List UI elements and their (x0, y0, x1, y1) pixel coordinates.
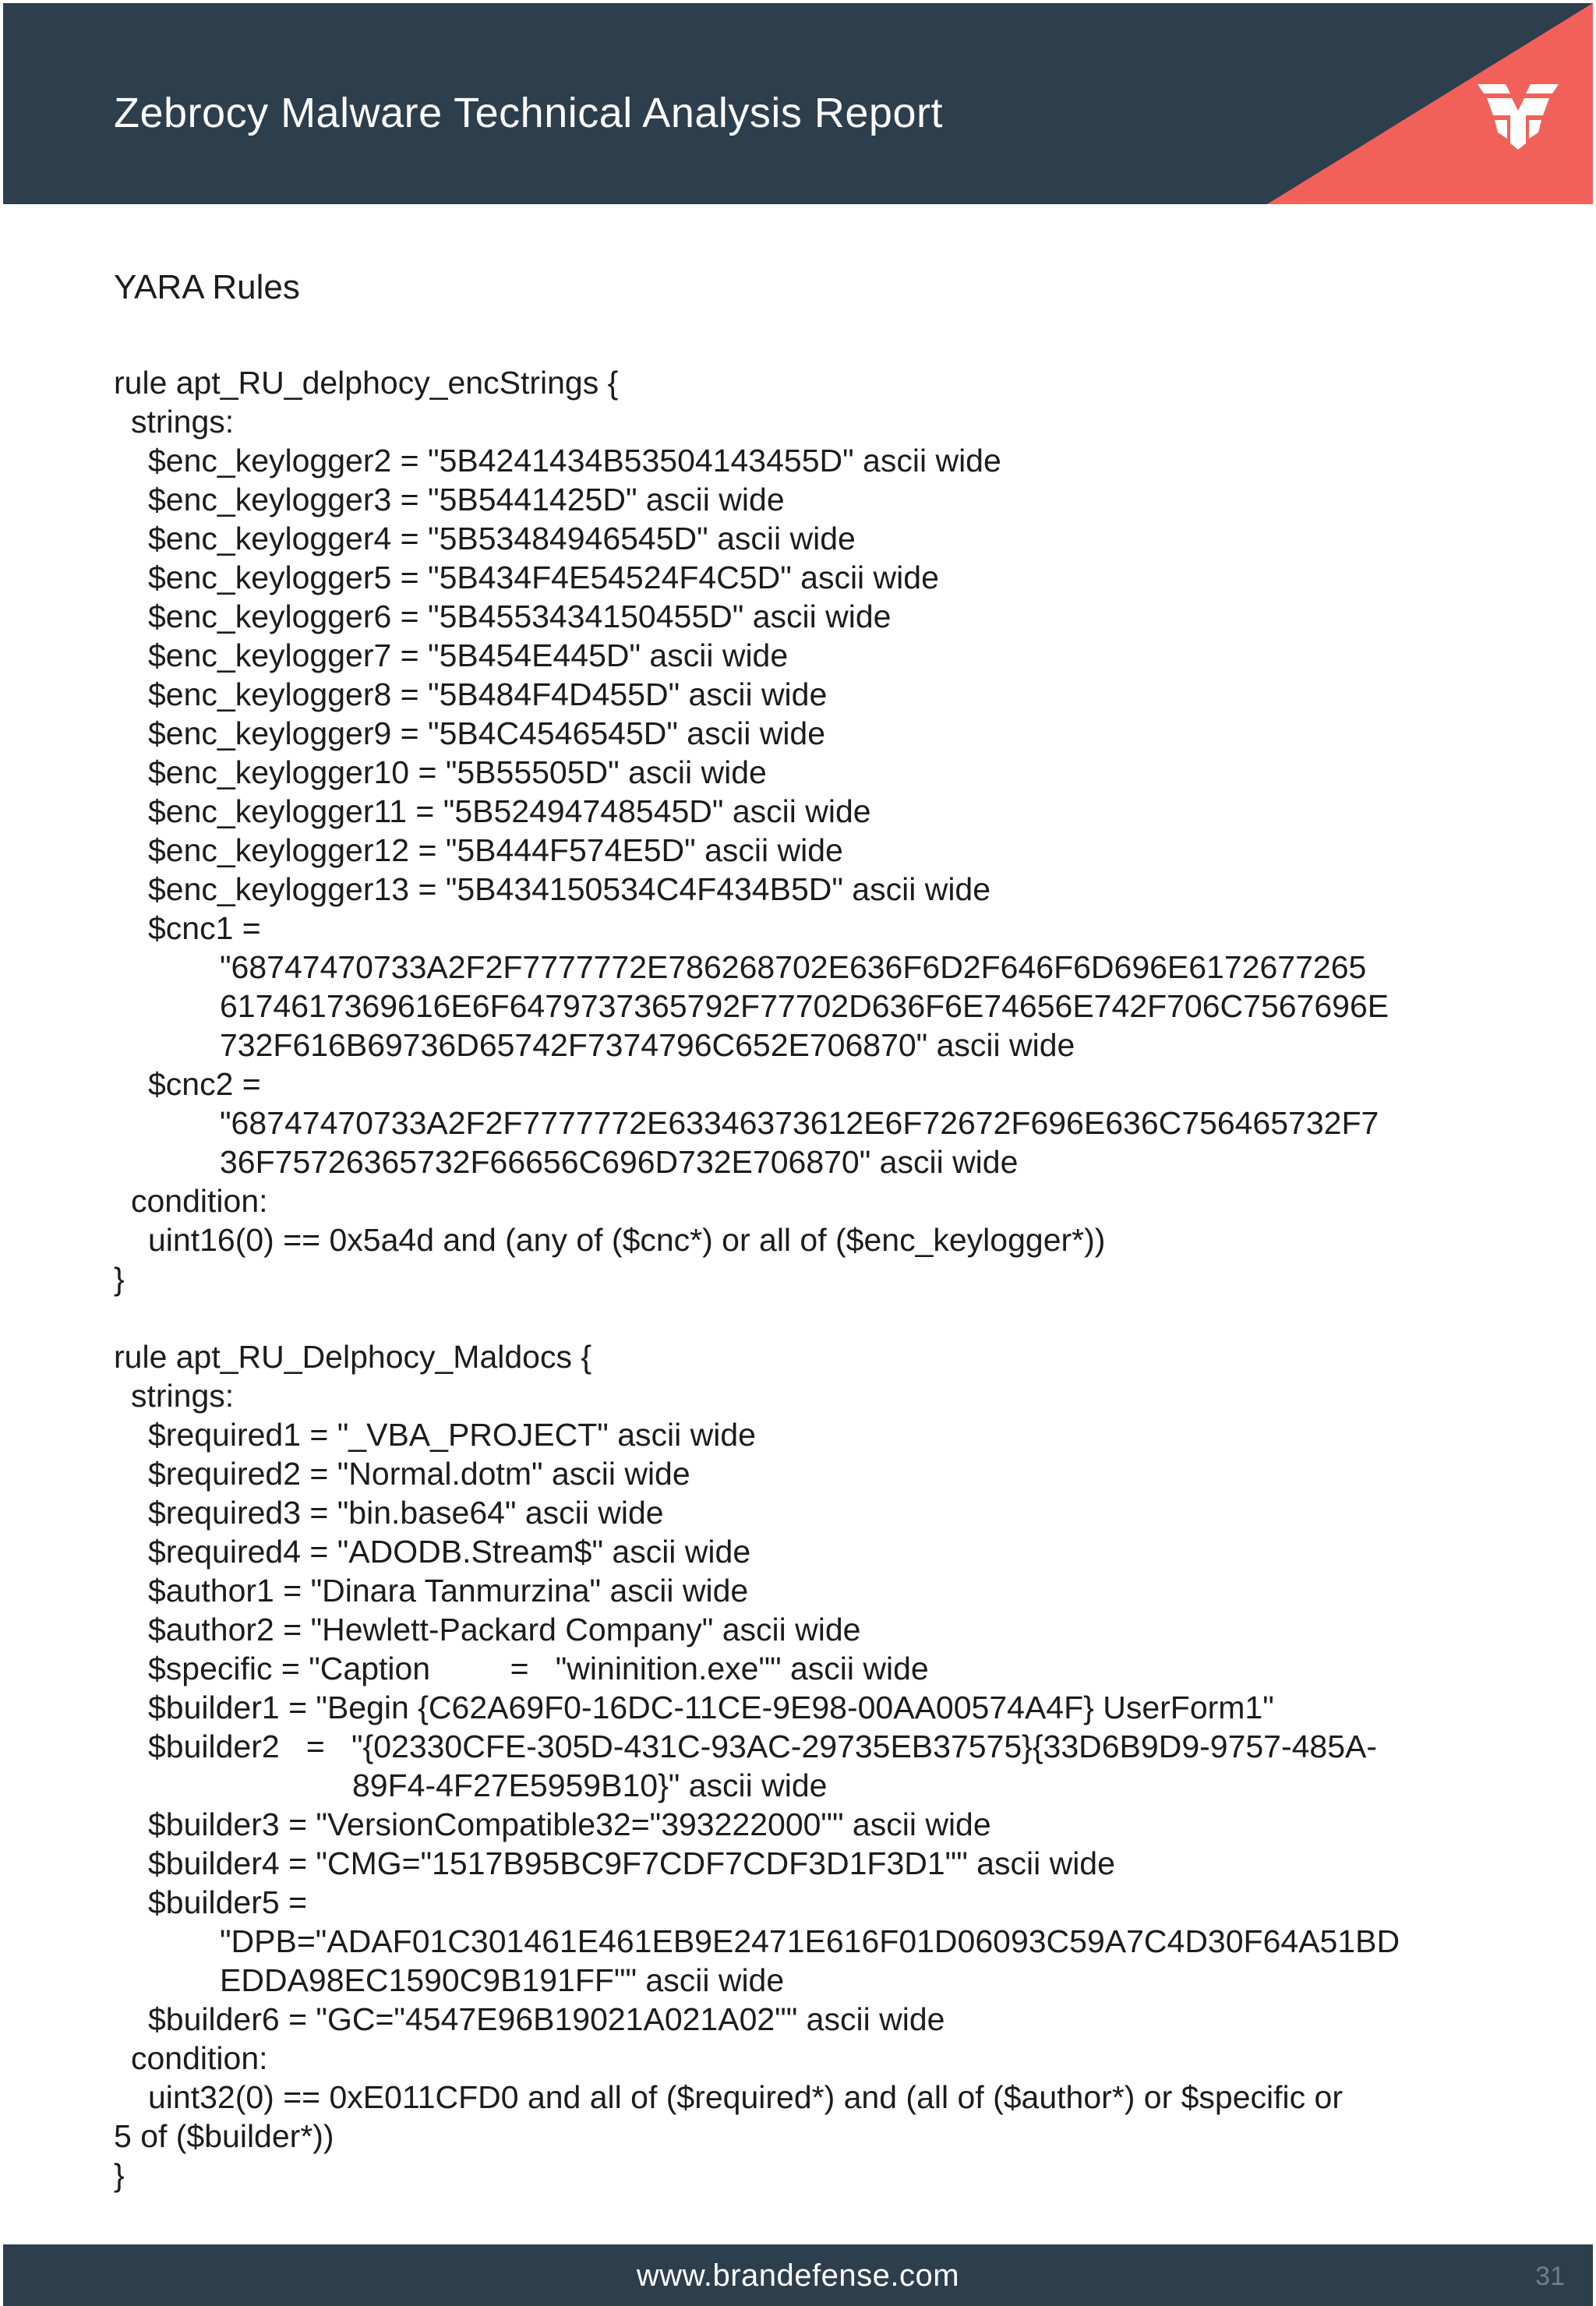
condition-continuation: 5 of ($builder*)) (114, 2118, 334, 2154)
report-header (3, 3, 1593, 204)
string-line: $enc_keylogger5 = "5B434F4E54524F4C5D" ascii wide (148, 560, 939, 595)
cnc2-value-line: 36F75726365732F66656C696D732E706870" ascii wide (220, 1144, 1019, 1180)
condition-line: uint16(0) == 0x5a4d and (any of ($cnc*) or all of ($enc_keylogger*)) (148, 1222, 1106, 1258)
cnc1-value-line: 6174617369616E6F6479737365792F77702D636F6E74656E742F706C7567696E (220, 988, 1389, 1024)
string-line: $builder1 = "Begin {C62A69F0-16DC-11CE-9E98-00AA00574A4F} UserForm1" (148, 1690, 1274, 1725)
string-line: $enc_keylogger12 = "5B444F574E5D" ascii wide (148, 832, 843, 868)
strings-label: strings: (131, 1378, 235, 1414)
rule-close: } (114, 2157, 125, 2193)
builder2-line: $builder2 = "{02330CFE-305D-431C-93AC-29735EB37575}{33D6B9D9-9757-485A- (148, 1729, 1378, 1764)
rule-header: rule apt_RU_Delphocy_Maldocs { (114, 1339, 592, 1375)
condition-label: condition: (131, 2040, 268, 2076)
cnc1-value-line: 732F616B69736D65742F7374796C652E706870" ascii wide (220, 1027, 1075, 1063)
string-line: $enc_keylogger13 = "5B434150534C4F434B5D" ascii wide (148, 871, 991, 907)
string-line: $enc_keylogger10 = "5B55505D" ascii wide (148, 754, 767, 790)
condition-label: condition: (131, 1183, 268, 1219)
condition-line: uint32(0) == 0xE011CFD0 and all of ($required*) and (all of ($author*) or $specific or (148, 2079, 1343, 2115)
string-line: $builder3 = "VersionCompatible32="393222000"" ascii wide (148, 1806, 991, 1842)
string-line: $enc_keylogger7 = "5B454E445D" ascii wide (148, 637, 789, 673)
rule-close: } (114, 1261, 125, 1297)
builder5-label: $builder5 = (148, 1884, 308, 1920)
string-line: $author1 = "Dinara Tanmurzina" ascii wide (148, 1573, 749, 1609)
string-line: $required3 = "bin.base64" ascii wide (148, 1495, 664, 1531)
string-line: $specific = "Caption = "wininition.exe"" ascii wide (148, 1651, 929, 1686)
string-line: $builder6 = "GC="4547E96B19021A021A02"" ascii wide (148, 2001, 945, 2037)
yara-rules-code (114, 363, 1509, 2195)
section-title: YARA Rules (114, 268, 300, 306)
string-line: $enc_keylogger4 = "5B53484946545D" ascii wide (148, 521, 856, 556)
builder2-continuation: 89F4-4F27E5959B10}" ascii wide (352, 1767, 828, 1803)
string-line: $required4 = "ADODB.Stream$" ascii wide (148, 1534, 751, 1570)
cnc1-label: $cnc1 = (148, 910, 261, 946)
string-line: $required2 = "Normal.dotm" ascii wide (148, 1456, 690, 1492)
string-line: $enc_keylogger2 = "5B4241434B53504143455D" ascii wide (148, 443, 1001, 479)
brandefense-logo-icon (1476, 81, 1560, 153)
builder5-value-line: EDDA98EC1590C9B191FF"" ascii wide (220, 1962, 785, 1998)
builder5-value-line: "DPB="ADAF01C301461E461EB9E2471E616F01D06093C59A7C4D30F64A51BD (220, 1923, 1400, 1959)
strings-label: strings: (131, 404, 235, 440)
string-line: $required1 = "_VBA_PROJECT" ascii wide (148, 1417, 756, 1453)
rule-header: rule apt_RU_delphocy_encStrings { (114, 365, 619, 401)
string-line: $enc_keylogger9 = "5B4C4546545D" ascii wide (148, 715, 826, 751)
footer-website-link[interactable]: www.brandefense.com (636, 2258, 960, 2293)
report-title: Zebrocy Malware Technical Analysis Report (114, 90, 943, 136)
blank-line (114, 1298, 1509, 1337)
cnc2-label: $cnc2 = (148, 1066, 261, 1102)
string-line: $builder4 = "CMG="1517B95BC9F7CDF7CDF3D1F3D1"" ascii wide (148, 1845, 1115, 1881)
cnc2-value-line: "68747470733A2F2F7777772E63346373612E6F72672F696E636C756465732F7 (220, 1105, 1379, 1141)
string-line: $enc_keylogger8 = "5B484F4D455D" ascii wide (148, 676, 828, 712)
string-line: $enc_keylogger6 = "5B4553434150455D" ascii wide (148, 599, 892, 634)
string-line: $enc_keylogger3 = "5B5441425D" ascii wide (148, 482, 785, 517)
page-number: 31 (1535, 2262, 1565, 2291)
report-footer (3, 2244, 1593, 2306)
cnc1-value-line: "68747470733A2F2F7777772E786268702E636F6D2F646F6D696E6172677265 (220, 949, 1367, 985)
string-line: $author2 = "Hewlett-Packard Company" ascii wide (148, 1612, 861, 1647)
string-line: $enc_keylogger11 = "5B52494748545D" ascii wide (148, 793, 871, 829)
